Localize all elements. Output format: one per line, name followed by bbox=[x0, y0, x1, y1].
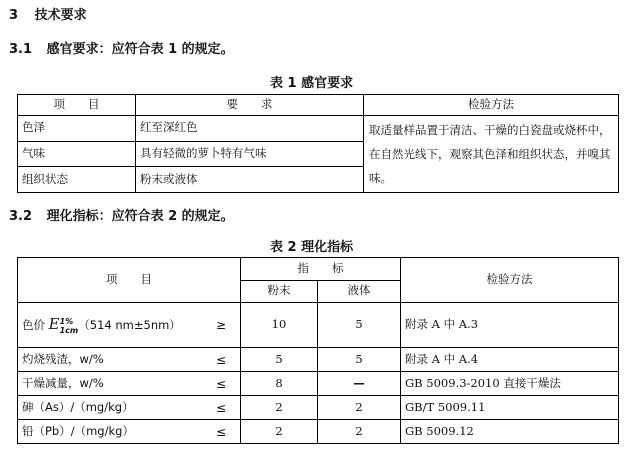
comparison-operator: ≥ bbox=[215, 317, 226, 332]
liquid-value: 5 bbox=[318, 348, 401, 372]
method-value: 附录 A 中 A.3 bbox=[401, 303, 619, 348]
table2-header-index: 指 标 bbox=[241, 258, 401, 281]
e-symbol: E bbox=[48, 315, 60, 334]
table2-item bbox=[18, 396, 241, 420]
table1-requirement: 具有轻微的萝卜特有气味 bbox=[136, 141, 364, 167]
powder-value: 8 bbox=[241, 372, 318, 396]
table1-requirement: 粉末或液体 bbox=[136, 167, 364, 193]
comparison-operator: ≤ bbox=[215, 424, 226, 439]
table-row bbox=[18, 348, 619, 372]
table-row bbox=[18, 396, 619, 420]
method-value: GB 5009.12 bbox=[401, 420, 619, 444]
item-label: 灼烧残渣，w/% bbox=[22, 351, 104, 366]
table-row bbox=[18, 420, 619, 444]
table1-header-method: 检验方法 bbox=[364, 95, 619, 116]
table2-item-color-value bbox=[18, 303, 241, 348]
table1-item: 组织状态 bbox=[18, 167, 136, 193]
table2-header-powder: 粉末 bbox=[241, 280, 318, 303]
table1 bbox=[17, 94, 619, 193]
table-row bbox=[18, 372, 619, 396]
item-wavelength: （514 nm±5nm） bbox=[78, 318, 181, 333]
table2-item bbox=[18, 348, 241, 372]
table-row bbox=[18, 116, 619, 142]
item-label: 色价 bbox=[22, 318, 49, 333]
liquid-value: 2 bbox=[318, 420, 401, 444]
table1-requirement: 红至深红色 bbox=[136, 116, 364, 142]
powder-value: 10 bbox=[241, 303, 318, 348]
item-label: 砷（As）/（mg/kg） bbox=[22, 399, 134, 414]
table2-header-item: 项 目 bbox=[18, 258, 241, 303]
comparison-operator: ≤ bbox=[215, 376, 226, 391]
table1-item: 色泽 bbox=[18, 116, 136, 142]
table1-header-item: 项 目 bbox=[18, 95, 136, 116]
subsection-3-1 bbox=[9, 38, 234, 57]
e-superscript: 1% bbox=[59, 316, 74, 326]
method-value: GB 5009.3-2010 直接干燥法 bbox=[401, 372, 619, 396]
comparison-operator: ≤ bbox=[215, 352, 226, 367]
subsection-number: 3.2 bbox=[9, 209, 33, 224]
table2-item bbox=[18, 420, 241, 444]
liquid-value: 5 bbox=[318, 303, 401, 348]
table1-header-requirement: 要 求 bbox=[136, 95, 364, 116]
e-subscript: 1cm bbox=[59, 325, 79, 335]
table2-header-liquid: 液体 bbox=[318, 280, 401, 303]
table1-method: 取适量样品置于清洁、干燥的白瓷盘或烧杯中，在自然光线下，观察其色泽和组织状态，并嗅其味。 bbox=[364, 116, 619, 193]
liquid-value: — bbox=[318, 372, 401, 396]
section-title: 技术要求 bbox=[34, 8, 87, 23]
powder-value: 5 bbox=[241, 348, 318, 372]
powder-value: 2 bbox=[241, 396, 318, 420]
comparison-operator: ≤ bbox=[215, 400, 226, 415]
table2-caption: 表 2 理化指标 bbox=[270, 240, 354, 255]
table1-caption: 表 1 感官要求 bbox=[270, 76, 354, 91]
table2 bbox=[17, 257, 619, 444]
item-label: 干燥减量，w/% bbox=[22, 375, 104, 390]
liquid-value: 2 bbox=[318, 396, 401, 420]
subsection-text: 理化指标：应符合表 2 的规定。 bbox=[46, 209, 234, 224]
subsection-number: 3.1 bbox=[9, 42, 33, 57]
table-row bbox=[18, 303, 619, 348]
method-value: GB/T 5009.11 bbox=[401, 396, 619, 420]
section-number: 3 bbox=[9, 8, 19, 23]
item-label: 铅（Pb）/（mg/kg） bbox=[22, 423, 134, 438]
section-heading bbox=[9, 4, 87, 23]
table2-header-method: 检验方法 bbox=[401, 258, 619, 303]
powder-value: 2 bbox=[241, 420, 318, 444]
subsection-3-2 bbox=[9, 205, 234, 224]
table1-item: 气味 bbox=[18, 141, 136, 167]
subsection-text: 感官要求：应符合表 1 的规定。 bbox=[46, 42, 234, 57]
table2-item bbox=[18, 372, 241, 396]
method-value: 附录 A 中 A.4 bbox=[401, 348, 619, 372]
